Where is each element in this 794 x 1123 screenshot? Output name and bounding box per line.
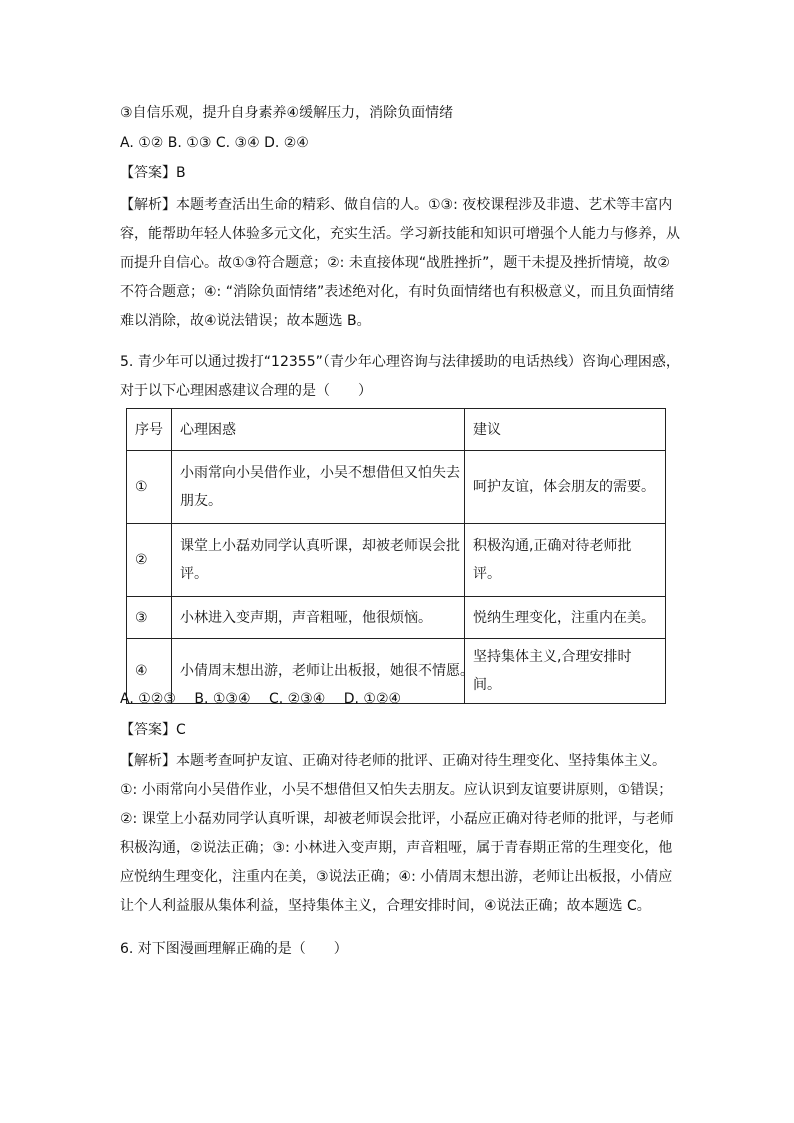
q5-stem — [120, 348, 680, 406]
q5-choices: A. ①②③ B. ①③④ C. ②③④ D. ①②④ — [120, 691, 402, 707]
header-cell-advice: 建议 — [465, 409, 666, 451]
header-cell-number: 序号 — [127, 409, 172, 451]
q5-analysis-line: 【解析】本题考查呵护友谊、正确对待老师的批评、正确对待生理变化、坚持集体主义。 — [120, 753, 666, 769]
trouble-line: 课堂上小磊劝同学认真听课，却被老师误会批 — [180, 538, 460, 554]
q5-analysis — [120, 747, 680, 921]
trouble-line: 评。 — [180, 566, 208, 582]
trouble-line: 朋友。 — [180, 493, 222, 509]
q4-option-line: ③自信乐观，提升自身素养④缓解压力，消除负面情绪 — [120, 105, 454, 121]
row-advice: 坚持集体主义,合理安排时间。 — [465, 639, 666, 704]
row-trouble — [172, 597, 465, 639]
q4-analysis-line: 而提升自信心。故①③符合题意；②: 未直接体现“战胜挫折”，题干未提及挫折情境，故② — [120, 255, 670, 271]
header-cell-trouble: 心理困惑 — [172, 409, 465, 451]
table-row — [127, 597, 666, 639]
q4-analysis-line: 难以消除，故④说法错误；故本题选 B。 — [120, 313, 371, 329]
q4-analysis-line: 不符合题意；④: “消除负面情绪”表述绝对化，有时负面情绪也有积极意义，而且负面情绪 — [120, 284, 675, 300]
q5-analysis-line: 积极沟通，②说法正确；③: 小林进入变声期，声音粗哑，属于青春期正常的生理变化，他 — [120, 840, 673, 856]
trouble-line: 小雨常向小吴借作业，小吴不想借但又怕失去 — [180, 465, 460, 481]
row-number: ② — [127, 524, 172, 597]
q4-analysis-line: 容，能帮助年轻人体验多元文化，充实生活。学习新技能和知识可增强个人能力与修养，从 — [120, 226, 680, 242]
q5-analysis-line: 应悦纳生理变化，注重内在美，③说法正确；④: 小倩周末想出游，老师让出板报，小倩应 — [120, 869, 673, 885]
q4-choices: A. ①② B. ①③ C. ③④ D. ②④ — [120, 135, 309, 151]
row-advice: 呵护友谊，体会朋友的需要。 — [465, 451, 666, 524]
q5-answer: 【答案】C — [120, 722, 186, 738]
table-row — [127, 451, 666, 524]
q6-stem: 6. 对下图漫画理解正确的是（ ） — [120, 941, 348, 957]
q5-analysis-line: 让个人利益服从集体利益，坚持集体主义，合理安排时间，④说法正确；故本题选 C。 — [120, 898, 651, 914]
q4-analysis-line: 【解析】本题考查活出生命的精彩、做自信的人。①③: 夜校课程涉及非遗、艺术等丰富内 — [120, 197, 673, 213]
trouble-line: 小倩周末想出游，老师让出板报，她很不情愿。 — [180, 663, 474, 679]
q5-table — [126, 408, 666, 704]
table-row — [127, 524, 666, 597]
row-number: ③ — [127, 597, 172, 639]
row-trouble — [172, 451, 465, 524]
row-advice: 积极沟通,正确对待老师批评。 — [465, 524, 666, 597]
q5-stem-line: 5. 青少年可以通过拨打“12355”（青少年心理咨询与法律援助的电话热线）咨询心理困惑， — [120, 354, 680, 370]
row-advice: 悦纳生理变化，注重内在美。 — [465, 597, 666, 639]
q5-analysis-line: ①: 小雨常向小吴借作业，小吴不想借但又怕失去朋友。应认识到友谊要讲原则，①错误； — [120, 782, 673, 798]
q4-answer: 【答案】B — [120, 165, 186, 181]
table-header-row — [127, 409, 666, 451]
row-trouble — [172, 524, 465, 597]
trouble-line: 小林进入变声期，声音粗哑，他很烦恼。 — [180, 609, 432, 626]
q4-analysis — [120, 191, 680, 336]
row-number: ④ — [127, 639, 172, 704]
q5-analysis-line: ②: 课堂上小磊劝同学认真听课，却被老师误会批评，小磊应正确对待老师的批评，与老师 — [120, 811, 674, 827]
q5-stem-line: 对于以下心理困惑建议合理的是（ ） — [120, 383, 372, 399]
row-number: ① — [127, 451, 172, 524]
